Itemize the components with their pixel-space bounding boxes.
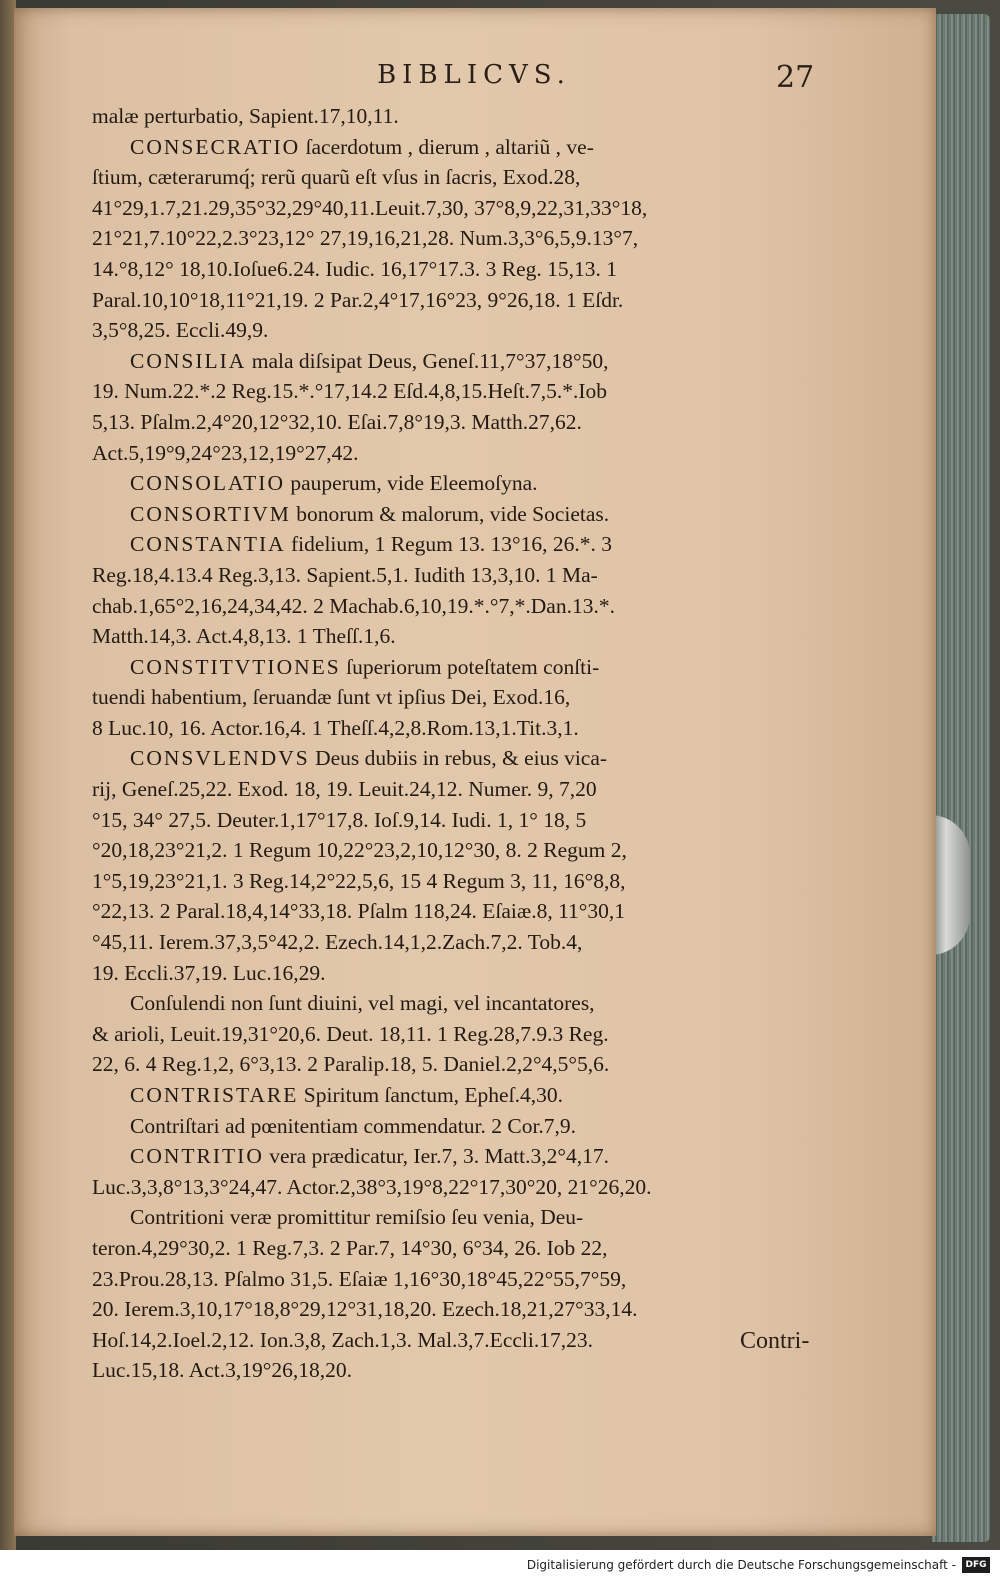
text-line [92,682,852,713]
text-line [92,835,852,866]
line-text: malæ perturbatio, Sapient.17,10,11. [92,104,399,128]
text-line [92,743,852,774]
text-line [92,193,852,224]
line-text: 41°29,1.7,21.29,35°32,29°40,11.Leuit.7,30, 37°8,9,22,31,33°18, [92,195,648,220]
line-text: Matth.14,3. Act.4,8,13. 1 Theſſ.1,6. [92,624,396,649]
text-line [92,315,852,346]
line-text: chab.1,65°2,16,24,34,42. 2 Machab.6,10,19.*.°7,*.Dan.13.*. [92,593,615,618]
dfg-logo: DFG [962,1557,990,1573]
line-text: teron.4,29°30,2. 1 Reg.7,3. 2 Par.7, 14°30, 6°34, 26. Iob 22, [92,1235,608,1260]
catchword: Contri- [740,1328,810,1354]
line-text: fidelium, 1 Regum 13. 13°16, 26.*. 3 [285,532,612,557]
line-text: Conſulendi non ſunt diuini, vel magi, vel incantatores, [130,991,595,1016]
text-line [92,132,852,163]
line-text: ſtium, cæterarumq́; rerũ quarũ eſt vſus in ſacris, Exod.28, [92,165,581,190]
text-line [92,529,852,560]
entry-heading: CONSOLATIO [130,471,285,496]
page-number: 27 [776,60,815,95]
text-line [92,1080,852,1111]
text-line [92,713,852,744]
text-line [92,1111,852,1142]
line-text: 21°21,7.10°22,2.3°23,12° 27,19,16,21,28. Num.3,3°6,5,9.13°7, [92,226,639,251]
book-page [14,8,936,1536]
text-line [92,652,852,683]
text-line [92,285,852,316]
line-text: 19. Eccli.37,19. Luc.16,29. [92,960,326,985]
line-text: 19. Num.22.*.2 Reg.15.*.°17,14.2 Eſd.4,8,15.Heſt.7,5.*.Iob [92,379,608,404]
line-text: Luc.15,18. Act.3,19°26,18,20. [92,1358,353,1383]
line-text: vera prædicatur, Ier.7, 3. Matt.3,2°4,17. [263,1144,609,1169]
text-line [92,407,852,438]
line-text: 23.Prou.28,13. Pſalmo 31,5. Eſaiæ 1,16°30,18°45,22°55,7°59, [92,1266,627,1291]
line-text: 14.°8,12° 18,10.Ioſue6.24. Iudic. 16,17°17.3. 3 Reg. 15,13. 1 [92,256,618,281]
line-text: °15, 34° 27,5. Deuter.1,17°17,8. Ioſ.9,14. Iudi. 1, 1° 18, 5 [92,807,587,832]
footer-bar [0,1550,1000,1583]
text-line [92,254,852,285]
entry-heading: CONTRITIO [130,1144,264,1169]
text-line [92,162,852,193]
entry-heading: CONSTITVTIONES [130,654,341,679]
text-line [92,468,852,499]
line-text: ſuperiorum poteſtatem conſti- [340,654,600,679]
running-head: BIBLICVS. [377,60,571,90]
text-line [92,438,852,469]
line-text: 8 Luc.10, 16. Actor.16,4. 1 Theſſ.4,2,8.Rom.13,1.Tit.3,1. [92,715,579,740]
line-text: ſacerdotum , dierum , altariũ , ve- [300,134,594,159]
text-line [92,958,852,989]
text-line [92,1019,852,1050]
line-text: °20,18,23°21,2. 1 Regum 10,22°23,2,10,12°30, 8. 2 Regum 2, [92,838,627,863]
entry-heading: CONSECRATIO [130,134,301,159]
line-text: Act.5,19°9,24°23,12,19°27,42. [92,440,359,465]
line-text: Spiritum ſanctum, Epheſ.4,30. [298,1083,563,1107]
line-text: Luc.3,3,8°13,3°24,47. Actor.2,38°3,19°8,22°17,30°20, 21°26,20. [92,1174,652,1199]
line-text: tuendi habentium, ſeruandæ ſunt vt ipſius Dei, Exod.16, [92,685,571,710]
text-line [92,805,852,836]
text-line [92,988,852,1019]
text-line [92,1233,852,1264]
metal-clip [930,815,970,955]
text-block [92,101,852,1386]
text-line [92,1355,852,1386]
text-line [92,1049,852,1080]
line-text: 5,13. Pſalm.2,4°20,12°32,10. Eſai.7,8°19,3. Matth.27,62. [92,409,582,434]
text-line [92,1141,852,1172]
line-text: 22, 6. 4 Reg.1,2, 6°3,13. 2 Paralip.18, 5. Daniel.2,2°4,5°5,6. [92,1052,610,1077]
text-line [92,1172,852,1203]
line-text: mala diſsipat Deus, Geneſ.11,7°37,18°50, [246,348,609,373]
line-text: Contritioni veræ promittitur remiſsio ſeu venia, Deu- [130,1205,584,1230]
entry-heading: CONSILIA [130,348,247,373]
text-line [92,499,852,530]
text-line [92,621,852,652]
line-text: rij, Geneſ.25,22. Exod. 18, 19. Leuit.24,12. Numer. 9, 7,20 [92,777,597,802]
text-line [92,101,852,132]
text-line [92,223,852,254]
footer-credit: Digitalisierung gefördert durch die Deutsche Forschungsgemeinschaft - [526,1558,956,1572]
line-text: °22,13. 2 Paral.18,4,14°33,18. Pſalm 118,24. Eſaiæ.8, 11°30,1 [92,899,626,924]
line-text: Reg.18,4.13.4 Reg.3,13. Sapient.5,1. Iudith 13,3,10. 1 Ma- [92,562,598,587]
text-line [92,1294,852,1325]
line-text: Paral.10,10°18,11°21,19. 2 Par.2,4°17,16°23, 9°26,18. 1 Eſdr. [92,287,624,312]
entry-heading: CONSORTIVM [130,501,291,526]
text-line [92,927,852,958]
line-text: bonorum & malorum, vide Societas. [290,501,610,526]
text-line [92,774,852,805]
line-text: 20. Ierem.3,10,17°18,8°29,12°31,18,20. Ezech.18,21,27°33,14. [92,1297,638,1322]
line-text: pauperum, vide Eleemoſyna. [284,471,538,496]
line-text: °45,11. Ierem.37,3,5°42,2. Ezech.14,1,2.Zach.7,2. Tob.4, [92,930,583,955]
line-text: Hoſ.14,2.Ioel.2,12. Ion.3,8, Zach.1,3. Mal.3,7.Eccli.17,23. [92,1327,593,1352]
text-line [92,1202,852,1233]
line-text: 3,5°8,25. Eccli.49,9. [92,318,269,343]
entry-heading: CONSVLENDVS [130,746,310,771]
line-text: 1°5,19,23°21,1. 3 Reg.14,2°22,5,6, 15 4 Regum 3, 11, 16°8,8, [92,868,626,893]
text-line [92,896,852,927]
text-line [92,376,852,407]
text-line [92,560,852,591]
entry-heading: CONTRISTARE [130,1083,299,1107]
line-text: & arioli, Leuit.19,31°20,6. Deut. 18,11. 1 Reg.28,7.9.3 Reg. [92,1021,609,1046]
line-text: Contriſtari ad pœnitentiam commendatur. 2 Cor.7,9. [130,1113,577,1138]
text-line [92,346,852,377]
text-line [92,1325,852,1356]
line-text: Deus dubiis in rebus, & eius vica- [309,746,608,771]
text-line [92,866,852,897]
page-block-edges [932,14,990,1542]
text-line [92,1264,852,1295]
text-line [92,591,852,622]
entry-heading: CONSTANTIA [130,532,286,557]
